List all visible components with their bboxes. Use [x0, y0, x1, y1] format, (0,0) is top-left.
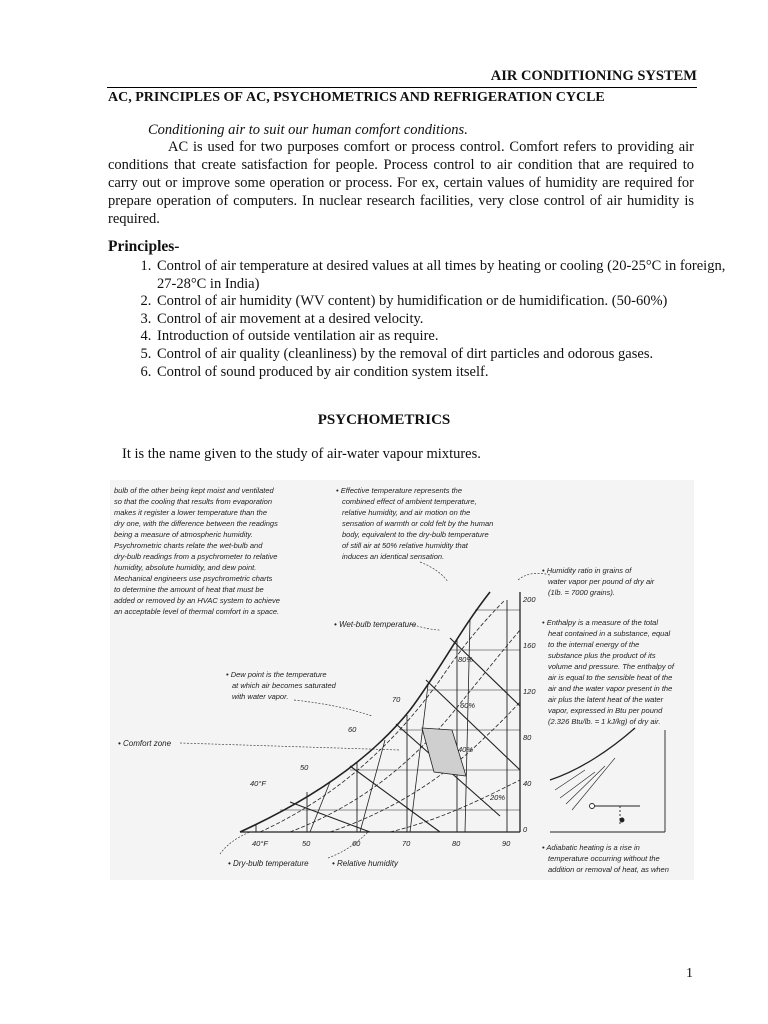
subtitle-ac: AC, [108, 90, 136, 105]
note-line: substance plus the product of its [548, 651, 656, 660]
curve-label: 80% [458, 655, 474, 664]
rh-curve-80 [260, 600, 505, 832]
note-line: • Enthalpy is a measure of the total [542, 618, 659, 627]
psychrometric-chart-svg [110, 480, 694, 880]
note-line: volume and pressure. The enthalpy of [548, 662, 674, 671]
subtitle-p-initial: P [135, 90, 144, 105]
y-tick: 120 [523, 687, 536, 696]
note-line: • Humidity ratio in grains of [542, 566, 632, 575]
note-line: body, equivalent to the dry-bulb temperature [342, 530, 489, 539]
note-line: air and the water vapor present in the [548, 684, 673, 693]
left-note [114, 486, 280, 616]
volume-line [360, 740, 385, 832]
wet-bulb-label: • Wet-bulb temperature [334, 620, 417, 629]
principle-item: 5. Control of air quality (cleanliness) by the removal of dirt particles and odorous gases. [155, 346, 743, 364]
subtitle-psychometrics: SYCHOMETRICS AND [281, 90, 434, 105]
note-line: at which air becomes saturated [232, 681, 336, 690]
principles-heading: Principles- [108, 238, 180, 255]
comfort-zone-label: • Comfort zone [118, 739, 172, 748]
y-tick: 200 [523, 595, 536, 604]
left-note-line: an acceptable level of thermal comfort in a space. [114, 607, 280, 616]
inset-hatch [555, 770, 585, 790]
left-note-line: bulb of the other being kept moist and ventilated [114, 486, 274, 495]
rh-curve-20 [390, 780, 520, 832]
humidity-ratio-note [542, 566, 655, 597]
principle-item: 6. Control of sound produced by air condition system itself. [155, 364, 743, 382]
x-tick: 40°F [252, 839, 268, 848]
left-note-line: Psychrometric charts relate the wet-bulb and [114, 541, 263, 550]
page-number: 1 [686, 966, 693, 981]
note-line: • Adiabatic heating is a rise in [542, 843, 640, 852]
curve-label: 40°F [250, 779, 266, 788]
x-tick: 80 [452, 839, 461, 848]
principle-item: 2. Control of air humidity (WV content) by humidification or de humidification. (50-60%) [155, 293, 743, 311]
y-tick: 80 [523, 733, 532, 742]
note-line: to the internal energy of the [548, 640, 640, 649]
subtitle-ac2: AC, [245, 90, 274, 105]
note-line: with water vapor. [232, 692, 289, 701]
curve-label: 50 [300, 763, 309, 772]
principle-item: 4. Introduction of outside ventilation air as require. [155, 328, 743, 346]
dry-bulb-label: • Dry-bulb temperature [228, 859, 309, 868]
curve-label: 60 [348, 725, 357, 734]
note-line: (1lb. = 7000 grains). [548, 588, 615, 597]
note-line: air is equal to the sensible heat of the [548, 673, 673, 682]
note-line: • Effective temperature represents the [336, 486, 463, 495]
left-note-line: being a measure of atmospheric humidity. [114, 530, 253, 539]
curve-label: 70 [392, 695, 401, 704]
volume-line [465, 620, 470, 832]
relative-humidity-label: • Relative humidity [332, 859, 398, 868]
lead-sentence: Conditioning air to suit our human comfort conditions. [148, 122, 468, 138]
y-tick: 160 [523, 641, 536, 650]
adiabatic-note [542, 843, 669, 874]
inset-point [590, 804, 595, 809]
x-tick: 60 [352, 839, 361, 848]
note-line: sensation of warmth or cold felt by the human [342, 519, 494, 528]
note-line: of still air at 50% relative humidity that [342, 541, 468, 550]
note-line: temperature occurring without the [548, 854, 660, 863]
note-line: relative humidity, and air motion on the [342, 508, 471, 517]
inset-hatch [560, 772, 595, 798]
psychrometric-chart-figure [110, 480, 694, 880]
x-tick: 90 [502, 839, 511, 848]
left-note-line: humidity, absolute humidity, and dew point. [114, 563, 257, 572]
rh-curve-60 [290, 630, 520, 832]
note-line: (2.326 Btu/lb. = 1 kJ/kg) of dry air. [548, 717, 661, 726]
note-line: induces an identical sensation. [342, 552, 445, 561]
note-line: air plus the latent heat of the water [548, 695, 664, 704]
left-note-line: dry one, with the difference between the readings [114, 519, 278, 528]
principle-item: 1. Control of air temperature at desired values at all times by heating or cooling (20-25°C in foreign, 27-28°C in India) [155, 258, 743, 293]
wet-bulb-line [350, 766, 440, 832]
effective-temperature-note [336, 486, 493, 561]
subtitle-r-initial: R [433, 90, 444, 105]
running-header: AIR CONDITIONING SYSTEM [107, 68, 697, 88]
rh-curve-40 [330, 702, 520, 832]
inset-curve [550, 728, 635, 780]
curve-label: 60% [460, 701, 476, 710]
note-line: vapor, expressed in Btu per pound [548, 706, 663, 715]
left-note-line: so that the cooling that results from evaporation [114, 497, 273, 506]
left-note-line: dry-bulb readings from a psychrometer to relative [114, 552, 278, 561]
wet-bulb-line [450, 638, 520, 706]
note-line: addition or removal of heat, as when [548, 865, 669, 874]
left-note-line: makes it register a lower temperature than the [114, 508, 267, 517]
left-note-line: added or removed by an HVAC system to achieve [114, 596, 280, 605]
dew-point-note [226, 670, 337, 701]
subtitle-refrigeration: EFRIGERATION CYCLE [443, 90, 605, 105]
document-subtitle [108, 90, 605, 106]
x-tick: 70 [402, 839, 411, 848]
psychometrics-heading: PSYCHOMETRICS [317, 412, 451, 428]
y-tick: 40 [523, 779, 532, 788]
subtitle-principles: RINCIPLES OF [143, 90, 246, 105]
y-tick: 0 [523, 825, 528, 834]
intro-paragraph: AC is used for two purposes comfort or process control. Comfort refers to providing air conditions that create satisfaction for people. Process control to air condition that are required to carry out or improve some operation or process. For ex, certain values of humidity are required for prepare operation of computers. In nuclear research facilities, very close control of air humidity is required. [108, 139, 694, 227]
psychometrics-intro: It is the name given to the study of air-water vapour mixtures. [122, 446, 481, 462]
inset-point [620, 818, 624, 822]
principle-item: 3. Control of air movement at a desired velocity. [155, 311, 743, 329]
note-line: combined effect of ambient temperature, [342, 497, 477, 506]
adiabatic-inset [550, 728, 665, 832]
x-tick: 50 [302, 839, 311, 848]
enthalpy-note [542, 618, 675, 726]
principles-list [108, 258, 743, 381]
note-line: heat contained in a substance, equal [548, 629, 671, 638]
note-line: • Dew point is the temperature [226, 670, 327, 679]
note-line: water vapor per pound of dry air [548, 577, 655, 586]
curve-label: 40% [458, 745, 474, 754]
subtitle-ps-initial: P [273, 90, 282, 105]
left-note-line: to determine the amount of heat that must be [114, 585, 264, 594]
left-note-line: Mechanical engineers use psychrometric charts [114, 574, 273, 583]
curve-label: 20% [490, 793, 506, 802]
